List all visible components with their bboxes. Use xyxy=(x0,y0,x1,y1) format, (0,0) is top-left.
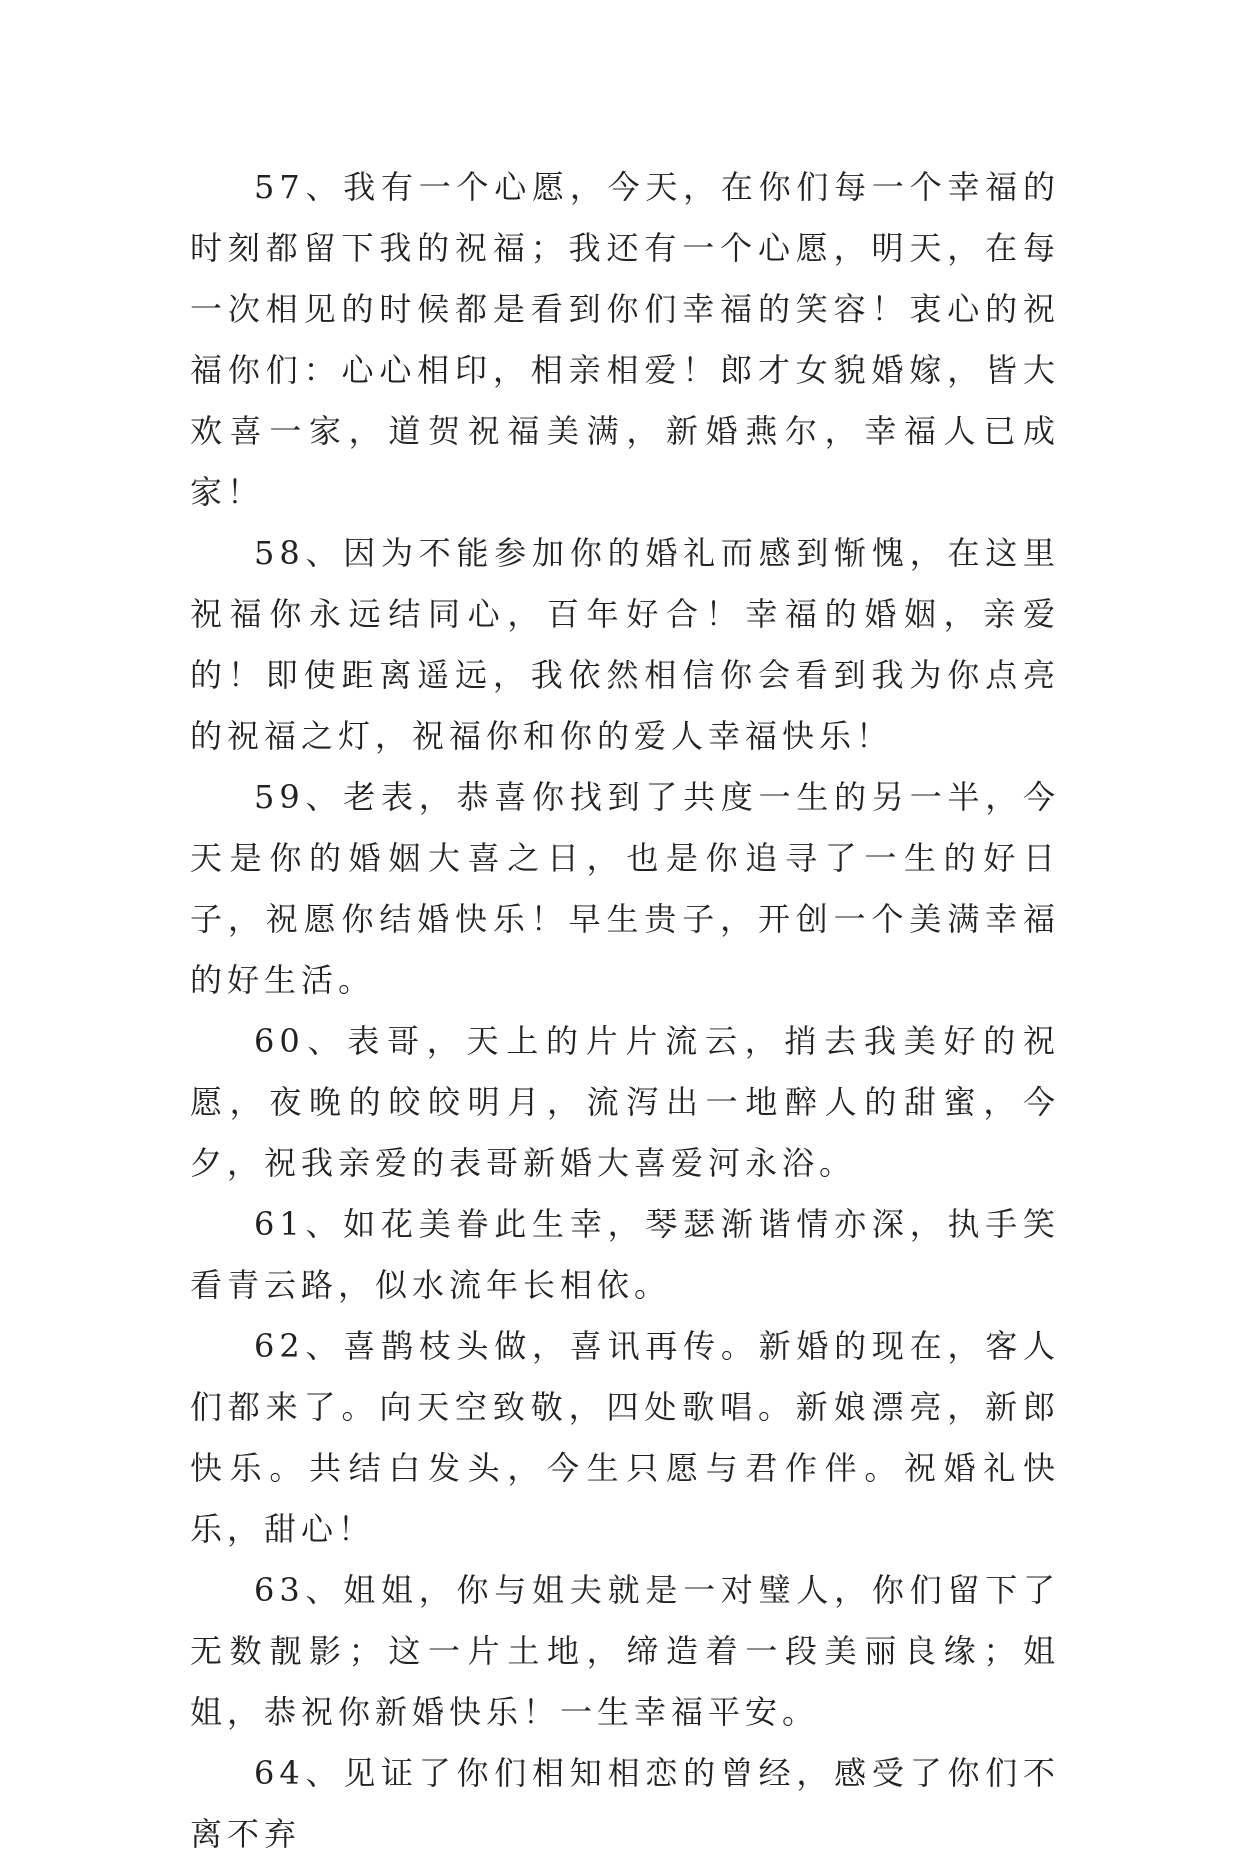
document-body xyxy=(190,157,1060,1865)
paragraph-63: 63、姐姐，你与姐夫就是一对璧人，你们留下了无数靓影；这一片土地，缔造着一段美丽良缘；姐姐，恭祝你新婚快乐！一生幸福平安。 xyxy=(190,1571,1060,1731)
paragraph-59: 59、老表，恭喜你找到了共度一生的另一半，今天是你的婚姻大喜之日，也是你追寻了一生的好日子，祝愿你结婚快乐！早生贵子，开创一个美满幸福的好生活。 xyxy=(190,778,1060,999)
paragraph-61: 61、如花美眷此生幸，琴瑟渐谐情亦深，执手笑看青云路，似水流年长相依。 xyxy=(190,1205,1060,1304)
paragraph-60: 60、表哥，天上的片片流云，捎去我美好的祝愿，夜晚的皎皎明月，流泻出一地醉人的甜蜜，今夕，祝我亲爱的表哥新婚大喜爱河永浴。 xyxy=(190,1022,1060,1182)
paragraph-64: 64、见证了你们相知相恋的曾经，感受了你们不离不弃 xyxy=(190,1754,1060,1853)
paragraph-62: 62、喜鹊枝头做，喜讯再传。新婚的现在，客人们都来了。向天空致敬，四处歌唱。新娘漂亮，新郎快乐。共结白发头，今生只愿与君作伴。祝婚礼快乐，甜心！ xyxy=(190,1327,1060,1548)
paragraph-57: 57、我有一个心愿，今天，在你们每一个幸福的时刻都留下我的祝福；我还有一个心愿，明天，在每一次相见的时候都是看到你们幸福的笑容！衷心的祝福你们：心心相印，相亲相爱！郎才女貌婚嫁，皆大欢喜一家，道贺祝福美满，新婚燕尔，幸福人已成家！ xyxy=(190,168,1060,511)
paragraph-58: 58、因为不能参加你的婚礼而感到惭愧，在这里祝福你永远结同心，百年好合！幸福的婚姻，亲爱的！即使距离遥远，我依然相信你会看到我为你点亮的祝福之灯，祝福你和你的爱人幸福快乐！ xyxy=(190,534,1060,755)
